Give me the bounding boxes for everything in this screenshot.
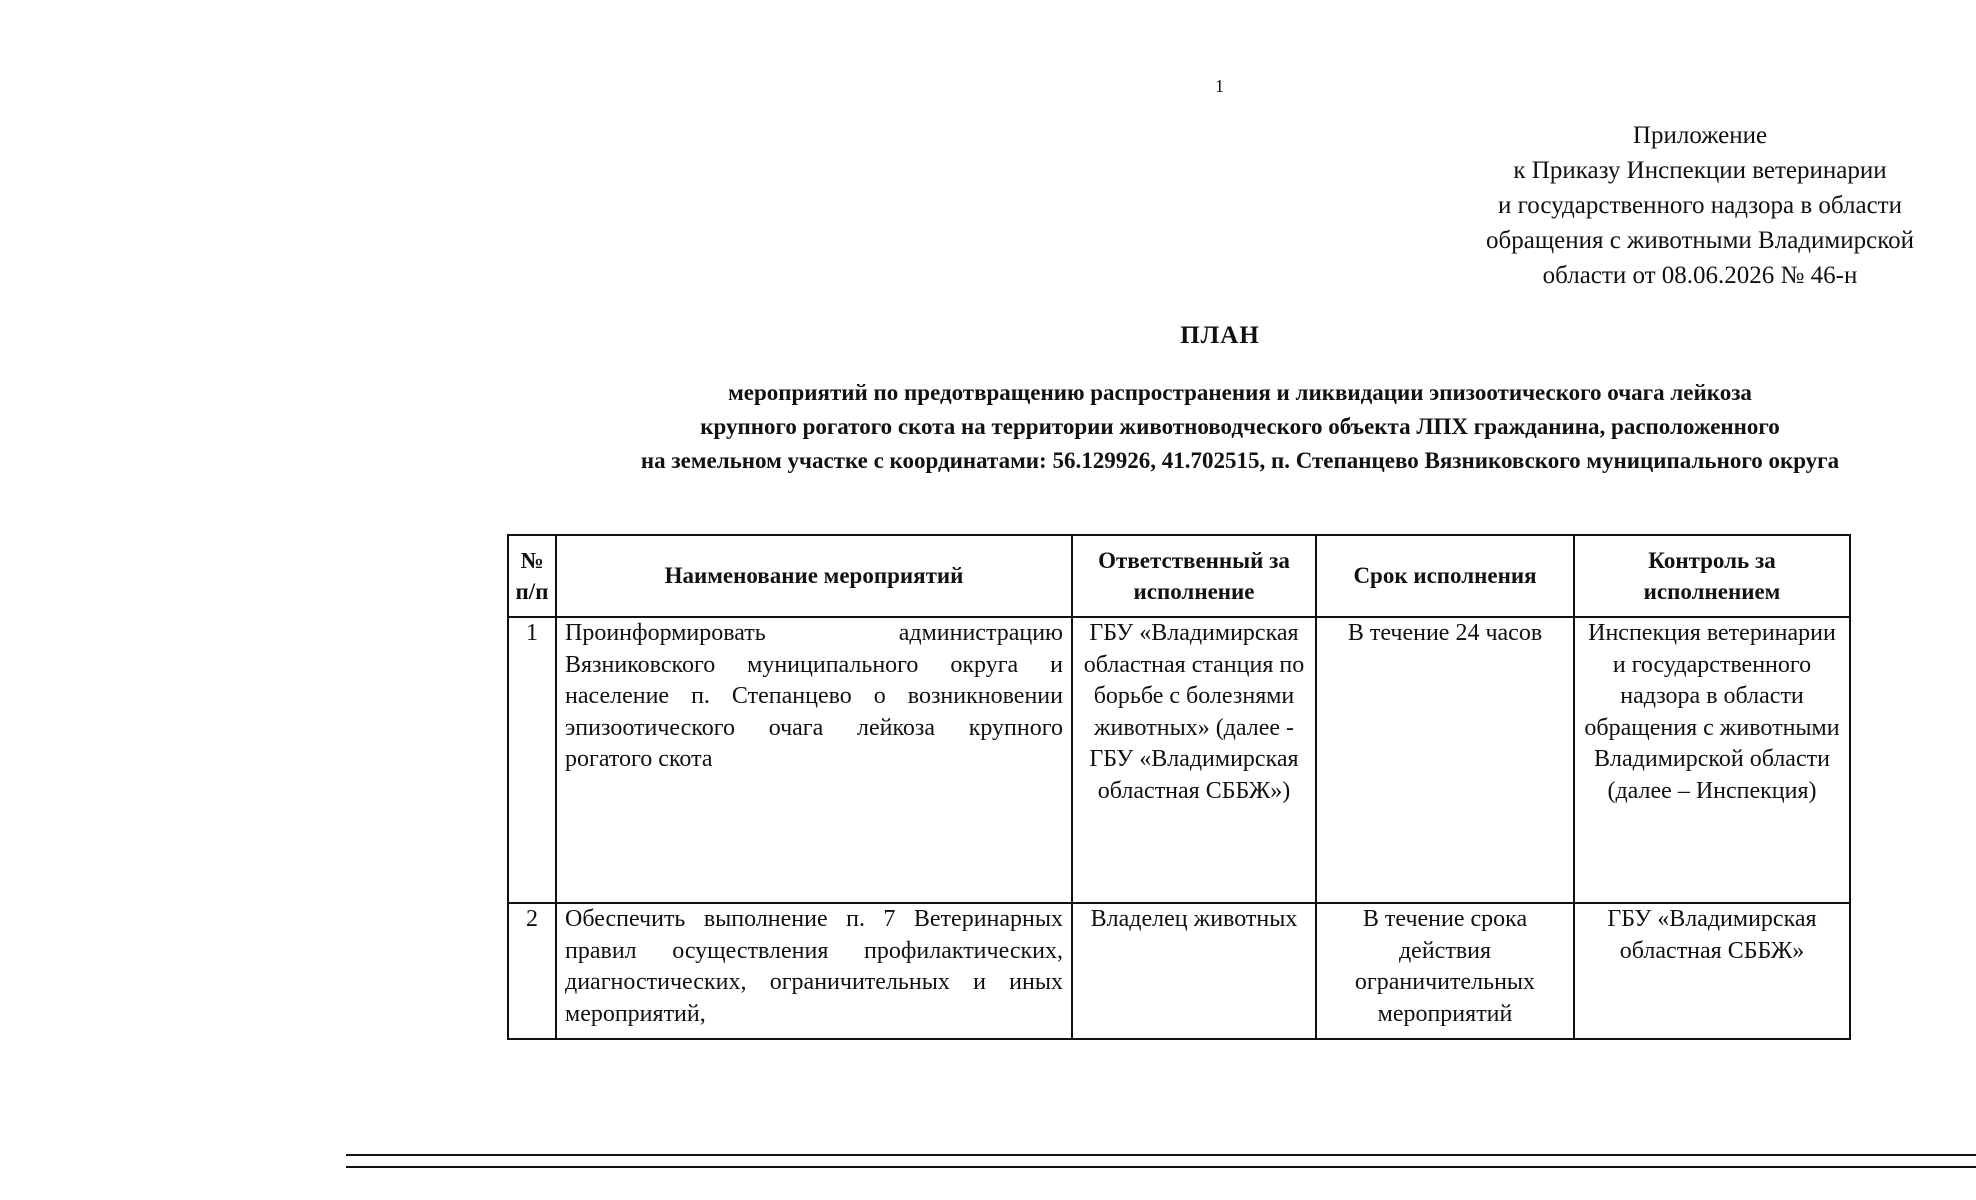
control-party: ГБУ «Владимирская областная СББЖ» — [1574, 903, 1850, 1039]
appendix-line: обращения с животными Владимирской — [1486, 227, 1914, 254]
header-control: Контроль за исполнением — [1574, 535, 1850, 617]
row-number: 2 — [508, 903, 556, 1039]
header-term: Срок исполнения — [1316, 535, 1574, 617]
footer-divider — [346, 1154, 1976, 1156]
header-measure-name: Наименование мероприятий — [556, 535, 1072, 617]
measure-name: Проинформировать администрацию Вязниковского муниципального округа и население п. Степанцево о возникновении эпизоотического очага лейкоза крупного рогатого скота — [556, 617, 1072, 903]
plan-title: ПЛАН — [1180, 322, 1260, 349]
footer-divider — [346, 1166, 1976, 1168]
measures-table — [507, 534, 1851, 1040]
row-number: 1 — [508, 617, 556, 903]
responsible-party: ГБУ «Владимирская областная станция по борьбе с болезнями животных» (далее - ГБУ «Владимирская областная СББЖ») — [1072, 617, 1316, 903]
appendix-note — [1420, 118, 1976, 293]
appendix-line: области от 08.06.2026 № 46-н — [1542, 262, 1858, 289]
page-number: 1 — [1215, 76, 1224, 96]
table-row — [508, 617, 1850, 903]
header-number: № п/п — [508, 535, 556, 617]
plan-subtitle-line: мероприятий по предотвращению распространения и ликвидации эпизоотического очага лейкоза — [728, 380, 1752, 405]
plan-subtitle-line: на земельном участке с координатами: 56.129926, 41.702515, п. Степанцево Вязниковского муниципального округа — [640, 448, 1840, 473]
appendix-line: к Приказу Инспекции ветеринарии — [1513, 157, 1887, 184]
control-party: Инспекция ветеринарии и государственного надзора в области обращения с животными Владимирской области (далее – Инспекция) — [1574, 617, 1850, 903]
table-row — [508, 903, 1850, 1039]
header-responsible: Ответственный за исполнение — [1072, 535, 1316, 617]
plan-subtitle — [500, 376, 1976, 478]
appendix-line: и государственного надзора в области — [1497, 192, 1902, 219]
execution-term: В течение 24 часов — [1316, 617, 1574, 903]
measure-name: Обеспечить выполнение п. 7 Ветеринарных правил осуществления профилактических, диагностических, ограничительных и иных мероприятий, — [556, 903, 1072, 1039]
plan-subtitle-line: крупного рогатого скота на территории животноводческого объекта ЛПХ гражданина, расположенного — [700, 414, 1780, 439]
execution-term: В течение срока действия ограничительных мероприятий — [1316, 903, 1574, 1039]
appendix-line: Приложение — [1632, 122, 1768, 149]
responsible-party: Владелец животных — [1072, 903, 1316, 1039]
table-header-row — [508, 535, 1850, 617]
